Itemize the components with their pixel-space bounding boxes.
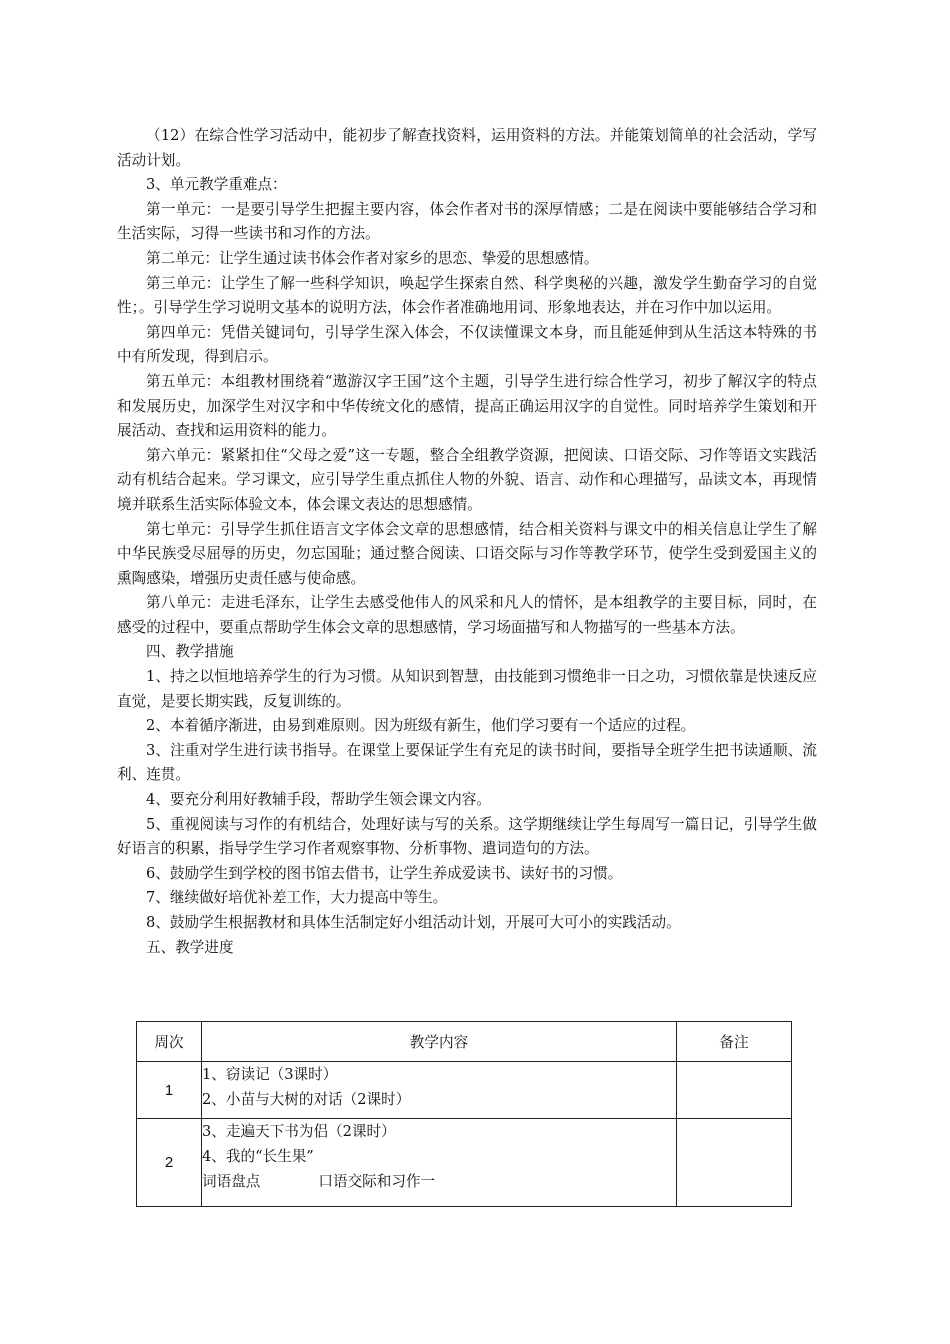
document-body xyxy=(117,124,817,960)
oral-and-writing: 口语交际和习作一 xyxy=(318,1173,436,1190)
week-cell: 1 xyxy=(137,1062,202,1119)
paragraph: 8、鼓励学生根据教材和具体生活制定好小组活动计划，开展可大可小的实践活动。 xyxy=(146,914,681,931)
paragraph: 1、持之以恒地培养学生的行为习惯。从知识到智慧，由技能到习惯绝非一日之功，习惯依靠是快速反应直觉，是要长期实践，反复训练的。 xyxy=(117,668,817,710)
vocabulary-review: 词语盘点 xyxy=(202,1173,261,1190)
paragraph: 第四单元：凭借关键词句，引导学生深入体会，不仅读懂课文本身，而且能延伸到从生活这本特殊的书中有所发现，得到启示。 xyxy=(117,323,817,366)
paragraph: 第七单元：引导学生抓住语言文字体会文章的思想感情，结合相关资料与课文中的相关信息让学生了解中华民族受尽屈辱的历史，勿忘国耻；通过整合阅读、口语交际与习作等教学环节，使学生受到爱国主义的熏陶感染，增强历史责任感与使命感。 xyxy=(117,520,817,587)
note-cell xyxy=(677,1062,792,1119)
lesson-item: 4、我的“长生果” xyxy=(202,1148,314,1165)
schedule-table xyxy=(136,1021,792,1207)
table-header-row xyxy=(137,1022,792,1062)
content-cell xyxy=(202,1062,677,1119)
paragraph: 第八单元：走进毛泽东，让学生去感受他伟人的风采和凡人的情怀，是本组教学的主要目标，同时，在感受的过程中，要重点帮助学生体会文章的思想感情，学习场面描写和人物描写的一些基本方法。 xyxy=(117,594,817,636)
lesson-item: 3、走遍天下书为侣（2课时） xyxy=(202,1123,396,1140)
table-row xyxy=(137,1062,792,1119)
paragraph: 第二单元：让学生通过读书体会作者对家乡的思恋、挚爱的思想感情。 xyxy=(146,249,599,267)
week-cell: 2 xyxy=(137,1119,202,1207)
paragraph: （12）在综合性学习活动中，能初步了解查找资料，运用资料的方法。并能策划简单的社会活动，学写活动计划。 xyxy=(117,127,817,169)
lesson-item-extra xyxy=(202,1169,676,1194)
paragraph: 第五单元：本组教材围绕着“遨游汉字王国”这个主题，引导学生进行综合性学习，初步了解汉字的特点和发展历史，加深学生对汉字和中华传统文化的感情，提高正确运用汉字的自觉性。同时培养学生策划和开展活动、查找和运用资料的能力。 xyxy=(117,372,817,440)
paragraph: 5、重视阅读与习作的有机结合，处理好读与写的关系。这学期继续让学生每周写一篇日记，引导学生做好语言的积累，指导学生学习作者观察事物、分析事物、遣词造句的方法。 xyxy=(117,815,817,858)
paragraph: 第一单元：一是要引导学生把握主要内容，体会作者对书的深厚情感；二是在阅读中要能够结合学习和生活实际，习得一些读书和习作的方法。 xyxy=(117,200,817,243)
section-heading: 四、教学措施 xyxy=(146,643,234,661)
header-week: 周次 xyxy=(137,1022,202,1062)
section-heading: 五、教学进度 xyxy=(146,938,234,956)
header-note: 备注 xyxy=(677,1022,792,1062)
paragraph: 第六单元：紧紧扣住“父母之爱”这一专题，整合全组教学资源，把阅读、口语交际、习作等语文实践活动有机结合起来。学习课文，应引导学生重点抓住人物的外貌、语言、动作和心理描写，品读文本，再现情境并联系生活实际体验文本，体会课文表达的思想感情。 xyxy=(117,446,817,513)
paragraph: 3、注重对学生进行读书指导。在课堂上要保证学生有充足的读书时间，要指导全班学生把书读通顺、流利、连贯。 xyxy=(117,741,817,784)
paragraph: 2、本着循序渐进，由易到难原则。因为班级有新生，他们学习要有一个适应的过程。 xyxy=(146,717,696,735)
paragraph: 4、要充分利用好教辅手段，帮助学生领会课文内容。 xyxy=(146,791,491,809)
lesson-item: 1、窃读记（3课时） xyxy=(202,1066,338,1083)
paragraph: 7、继续做好培优补差工作，大力提高中等生。 xyxy=(146,889,448,907)
section-heading: 3、单元教学重难点： xyxy=(146,176,287,194)
note-cell xyxy=(677,1119,792,1207)
lesson-item: 2、小苗与大树的对话（2课时） xyxy=(202,1091,411,1108)
table-row xyxy=(137,1119,792,1207)
content-cell xyxy=(202,1119,677,1207)
header-content: 教学内容 xyxy=(202,1022,677,1062)
paragraph: 6、鼓励学生到学校的图书馆去借书，让学生养成爱读书、读好书的习惯。 xyxy=(146,864,623,882)
paragraph: 第三单元：让学生了解一些科学知识，唤起学生探索自然、科学奥秘的兴趣，激发学生勤奋学习的自觉性；。引导学生学习说明文基本的说明方法，体会作者准确地用词、形象地表达，并在习作中加以运用。 xyxy=(117,274,817,317)
